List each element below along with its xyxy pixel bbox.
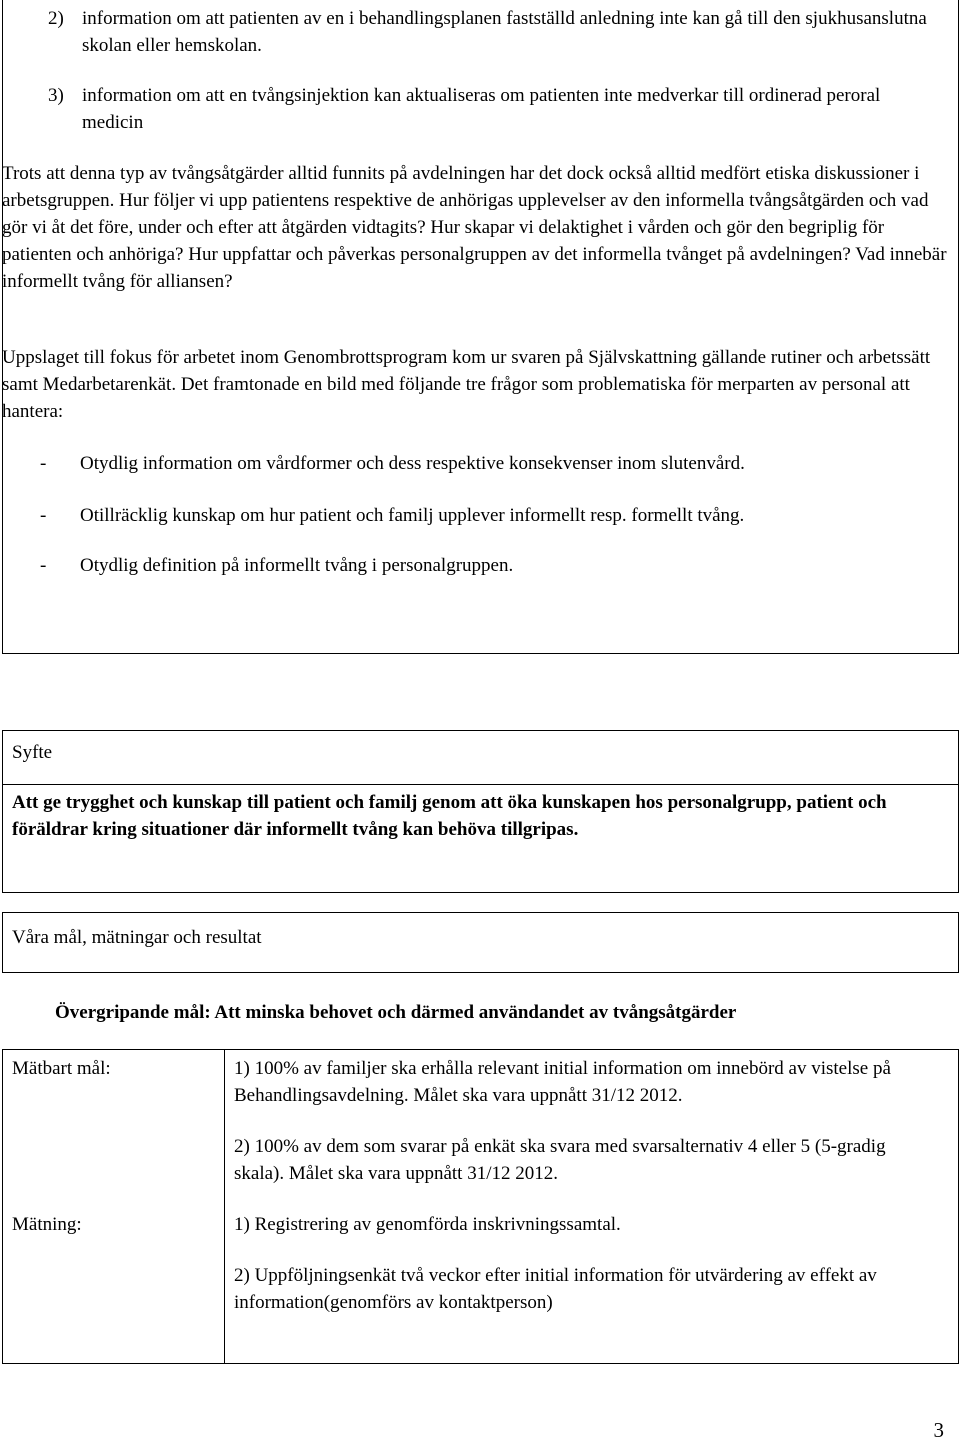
list-text: Otillräcklig kunskap om hur patient och familj upplever informellt resp. formellt tvång. (80, 505, 745, 526)
page-number: 3 (933, 1418, 944, 1442)
measure-table (2, 1049, 959, 1364)
mal-heading: Våra mål, mätningar och resultat (12, 927, 262, 948)
divider (3, 784, 958, 785)
list-text: Otydlig information om vårdformer och dess respektive konsekvenser inom slutenvård. (80, 453, 745, 474)
syfte-text: Att ge trygghet och kunskap till patient och familj genom att öka kunskapen hos personalgrupp, patient och föräldrar kring situationer där informellt tvång kan behöva tillgripas. (12, 792, 887, 840)
list-number: 2) (48, 8, 64, 29)
list-item (40, 552, 940, 579)
matbart-item: 2) 100% av dem som svarar på enkät ska svara med svarsalternativ 4 eller 5 (5-gradig skala). Målet ska vara uppnått 31/12 2012. (234, 1136, 886, 1184)
list-number: 3) (48, 85, 64, 106)
dash-marker: - (40, 505, 47, 526)
list-text: information om att patienten av en i behandlingsplanen fastställd anledning inte kan gå till den sjukhusanslutna skolan eller hemskolan. (82, 8, 927, 56)
list-text: information om att en tvångsinjektion kan aktualiseras om patienten inte medverkar till ordinerad peroral medicin (82, 85, 881, 133)
matning-item: 2) Uppföljningsenkät två veckor efter initial information för utvärdering av effekt av information(genomförs av kontaktperson) (234, 1265, 877, 1313)
matning-item: 1) Registrering av genomförda inskrivningssamtal. (234, 1214, 621, 1235)
list-item (40, 502, 940, 529)
divider (224, 1050, 225, 1363)
syfte-section (2, 730, 959, 893)
matning-label: Mätning: (12, 1214, 82, 1235)
paragraph-ethics: Trots att denna typ av tvångsåtgärder alltid funnits på avdelningen har det dock också alltid medfört etiska diskussioner i arbetsgruppen. Hur följer vi upp patientens respektive de anhörigas upplevelser av den informella tvångsåtgärden och vad gör vi åt det före, under och efter att åtgärden vidtagits? Hur skapar vi delaktighet i vården och gör den begriplig för patienten och anhöriga? Hur uppfattar och påverkas personalgruppen av det informella tvånget på avdelningen? Vad innebär informellt tvång för alliansen? (2, 163, 947, 292)
list-item (48, 82, 928, 136)
matbart-item: 1) 100% av familjer ska erhålla relevant initial information om innebörd av vistelse på Behandlingsavdelning. Målet ska vara uppnått 31/12 2012. (234, 1058, 891, 1106)
dash-marker: - (40, 555, 47, 576)
dash-marker: - (40, 453, 47, 474)
mal-section (2, 912, 959, 973)
list-item (40, 450, 940, 477)
list-item (48, 5, 928, 59)
matbart-label: Mätbart mål: (12, 1058, 111, 1079)
overall-goal: Övergripande mål: Att minska behovet och därmed användandet av tvångsåtgärder (55, 1002, 737, 1023)
syfte-heading: Syfte (12, 742, 53, 763)
list-text: Otydlig definition på informellt tvång i personalgruppen. (80, 555, 514, 576)
paragraph-background: Uppslaget till fokus för arbetet inom Genombrottsprogram kom ur svaren på Självskattning gällande rutiner och arbetssätt samt Medarbetarenkät. Det framtonade en bild med följande tre frågor som problematiska för merparten av personal att hantera: (2, 347, 931, 422)
